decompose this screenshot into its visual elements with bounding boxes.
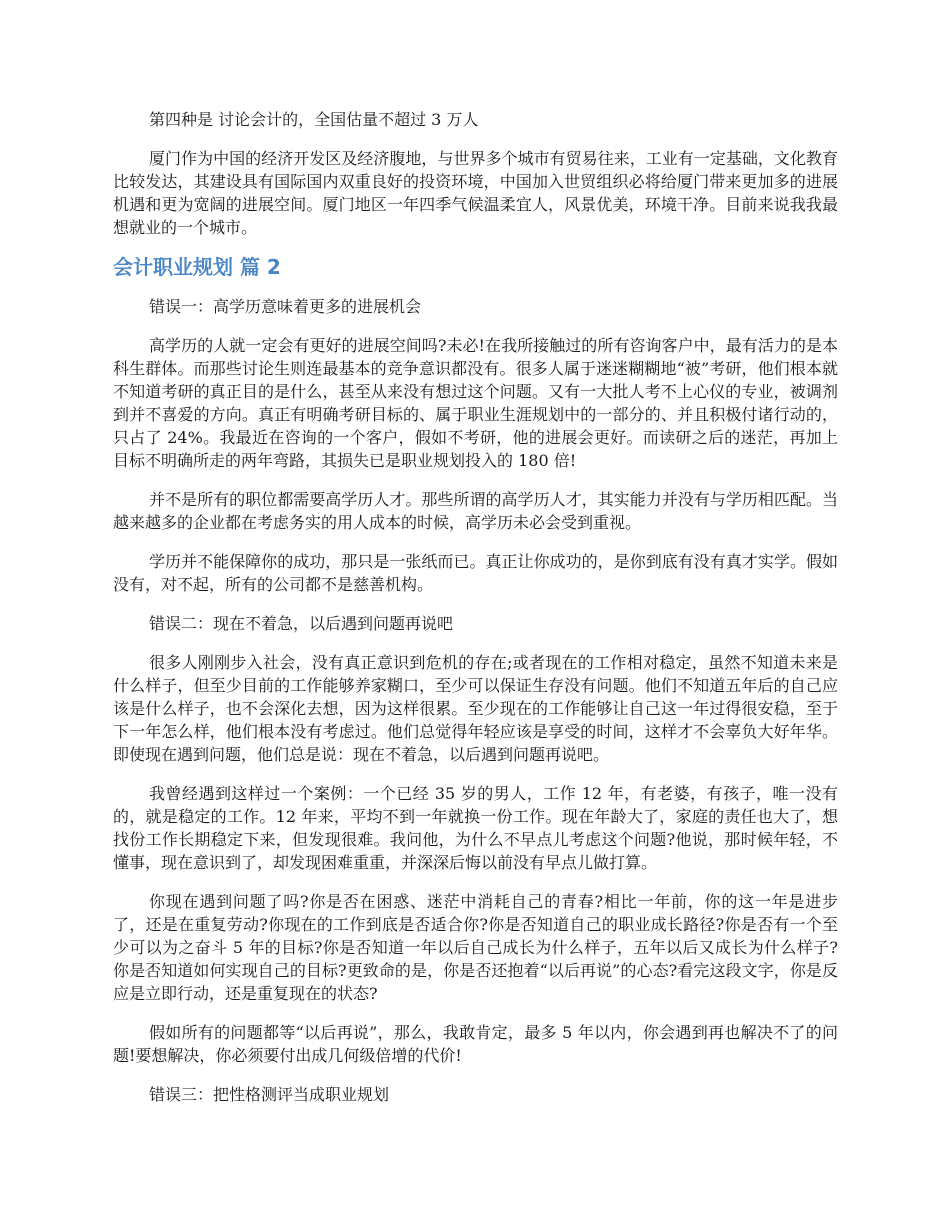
paragraph: 假如所有的问题都等“以后再说”，那么，我敢肯定，最多 5 年以内，你会遇到再也解决不了的问题!要想解决，你必须要付出成几何级倍增的代价!: [113, 1023, 838, 1065]
section-heading: 会计职业规划 篇 2: [113, 255, 281, 279]
paragraph: 错误三：把性格测评当成职业规划: [149, 1085, 390, 1104]
paragraph: 错误二：现在不着急，以后遇到问题再说吧: [149, 614, 454, 633]
paragraph: 第四种是 讨论会计的，全国估量不超过 3 万人: [149, 110, 479, 129]
paragraph: 厦门作为中国的经济开发区及经济腹地，与世界多个城市有贸易往来，工业有一定基础，文化教育比较发达，其建设具有国际国内双重良好的投资环境，中国加入世贸组织必将给厦门带来更加多的进展机遇和更为宽阔的进展空间。厦门地区一年四季气候温柔宜人，风景优美，环境干净。目前来说我我最想就业的一个城市。: [113, 149, 838, 237]
paragraph: 错误一：高学历意味着更多的进展机会: [149, 297, 422, 316]
paragraph: 高学历的人就一定会有更好的进展空间吗?未必!在我所接触过的所有咨询客户中，最有活力的是本科生群体。而那些讨论生则连最基本的竞争意识都没有。很多人属于迷迷糊糊地“被”考研，他们根本就不知道考研的真正目的是什么，甚至从来没有想过这个问题。又有一大批人考不上心仪的专业，被调剂到并不喜爱的方向。真正有明确考研目标的、属于职业生涯规划中的一部分的、并且积极付诸行动的，只占了 24%。我最近在咨询的一个客户，假如不考研，他的进展会更好。而读研之后的迷茫，再加上目标不明确所走的两年弯路，其损失已是职业规划投入的 180 倍!: [113, 336, 838, 470]
paragraph: 我曾经遇到这样过一个案例：一个已经 35 岁的男人，工作 12 年，有老婆，有孩子，唯一没有的，就是稳定的工作。12 年来，平均不到一年就换一份工作。现在年龄大了，家庭的责任也大了，想找份工作长期稳定下来，但发现很难。我问他，为什么不早点儿考虑这个问题?他说，那时候年轻，不懂事，现在意识到了，却发现困难重重，并深深后悔以前没有早点儿做打算。: [113, 784, 838, 872]
paragraph: 你现在遇到问题了吗?你是否在困惑、迷茫中消耗自己的青春?相比一年前，你的这一年是进步了，还是在重复劳动?你现在的工作到底是否适合你?你是否知道自己的职业成长路径?你是否有一个至少可以为之奋斗 5 年的目标?你是否知道一年以后自己成长为什么样子，五年以后又成长为什么样子?你是否知道如何实现自己的目标?更致命的是，你是否还抱着“以后再说”的心态?看完这段文字，你是反应是立即行动，还是重复现在的状态?: [113, 892, 838, 1003]
paragraph: 很多人刚刚步入社会，没有真正意识到危机的存在;或者现在的工作相对稳定，虽然不知道未来是什么样子，但至少目前的工作能够养家糊口，至少可以保证生存没有问题。他们不知道五年后的自己应该是什么样子，也不会深化去想，因为这样很累。至少现在的工作能够让自己这一年过得很安稳，至于下一年怎么样，他们根本没有考虑过。他们总觉得年轻应该是享受的时间，这样才不会辜负大好年华。即使现在遇到问题，他们总是说：现在不着急，以后遇到问题再说吧。: [113, 653, 838, 764]
paragraph: 并不是所有的职位都需要高学历人才。那些所谓的高学历人才，其实能力并没有与学历相匹配。当越来越多的企业都在考虑务实的用人成本的时候，高学历未必会受到重视。: [113, 490, 838, 532]
paragraph: 学历并不能保障你的成功，那只是一张纸而已。真正让你成功的，是你到底有没有真才实学。假如没有，对不起，所有的公司都不是慈善机构。: [113, 552, 838, 594]
